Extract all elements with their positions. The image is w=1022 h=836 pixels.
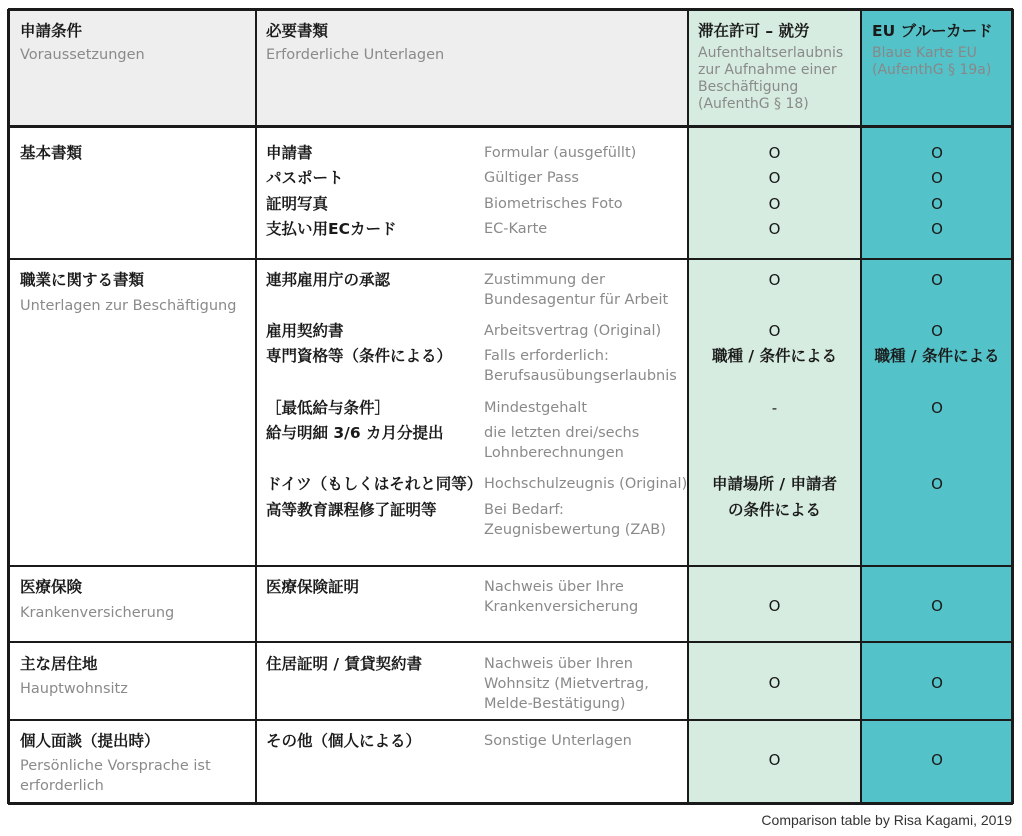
requirement-mark: O — [931, 399, 943, 417]
document-name: ドイツ（もしくはそれと同等） — [266, 475, 483, 493]
document-name-de: Hochschulzeugnis (Original) — [484, 476, 688, 492]
requirement-mark: O — [768, 751, 781, 769]
document-name: 連邦雇用庁の承認 — [266, 271, 391, 289]
document-name: その他（個人による） — [266, 732, 422, 750]
document-name: 支払い用ECカード — [266, 220, 397, 238]
header-residence-permit-de: Beschäftigung — [698, 79, 799, 95]
document-name: パスポート — [266, 169, 344, 187]
requirement-mark: O — [768, 271, 781, 289]
document-name-de: Krankenversicherung — [484, 599, 639, 615]
requirement-mark: O — [931, 169, 943, 187]
requirement-mark: O — [931, 597, 943, 615]
section-label-jp: 基本書類 — [20, 144, 83, 162]
header-residence-permit — [698, 21, 843, 113]
requirement-note: 申請場所 / 申請者 — [712, 475, 837, 493]
document-name-de: die letzten drei/sechs — [484, 425, 640, 441]
document-name: 証明写真 — [266, 195, 329, 213]
header-blue-card-de: (AufenthG § 19a) — [872, 62, 992, 78]
section-label-jp: 主な居住地 — [20, 655, 98, 673]
grid-line — [8, 8, 1013, 11]
requirement-mark: O — [931, 751, 943, 769]
document-name-de: EC-Karte — [484, 221, 548, 237]
section-label-de: Persönliche Vorsprache ist — [20, 758, 211, 774]
document-name: 住居証明 / 賃貸契約書 — [266, 655, 422, 673]
section-label-jp: 個人面談（提出時） — [20, 732, 160, 750]
document-description — [484, 346, 677, 386]
requirement-mark: O — [768, 674, 781, 692]
document-name-de: Nachweis über Ihren — [484, 656, 633, 672]
document-name-de: Nachweis über Ihre — [484, 579, 624, 595]
requirement-mark: O — [768, 195, 781, 213]
section-main-residence — [20, 654, 128, 699]
requirement-mark: O — [931, 195, 943, 213]
document-description — [484, 270, 668, 310]
requirement-mark: O — [931, 674, 943, 692]
section-label-de: Krankenversicherung — [20, 605, 175, 621]
requirement-note: 職種 / 条件による — [712, 347, 837, 365]
header-documents-jp: 必要書類 — [266, 22, 329, 40]
header-blue-card-de: Blaue Karte EU — [872, 45, 977, 61]
section-basic-documents — [20, 143, 82, 164]
header-residence-permit-de: zur Aufnahme einer — [698, 62, 837, 78]
document-name-de: Arbeitsvertrag (Original) — [484, 323, 662, 339]
document-name: 医療保険証明 — [266, 578, 360, 596]
document-name-de: Melde-Bestätigung) — [484, 696, 626, 712]
section-label-jp: 医療保険 — [20, 578, 83, 596]
requirement-mark: O — [931, 144, 943, 162]
header-documents — [266, 21, 444, 65]
document-name: ［最低給与条件］ — [266, 399, 391, 417]
document-description — [484, 577, 638, 617]
table-caption: Comparison table by Risa Kagami, 2019 — [761, 812, 1012, 828]
requirement-mark: O — [931, 220, 943, 238]
section-health-insurance — [20, 577, 174, 623]
section-label-de: Unterlagen zur Beschäftigung — [20, 298, 237, 314]
document-name: 給与明細 3/6 カ月分提出 — [266, 424, 444, 442]
header-requirements-jp: 申請条件 — [20, 22, 83, 40]
grid-line — [8, 258, 1013, 260]
document-description — [484, 423, 639, 463]
document-name-de: Mindestgehalt — [484, 400, 588, 416]
document-name: 高等教育課程修了証明等 — [266, 501, 437, 519]
document-name-de: Wohnsitz (Mietvertrag, — [484, 676, 649, 692]
document-name-de: Gültiger Pass — [484, 170, 579, 186]
header-documents-de: Erforderliche Unterlagen — [266, 47, 445, 63]
document-name: 専門資格等（条件による） — [266, 347, 453, 365]
header-blue-card-jp: EU ブルーカード — [872, 22, 993, 40]
requirement-mark: O — [768, 322, 781, 340]
document-description — [484, 654, 649, 714]
grid-line — [8, 125, 1013, 128]
header-requirements — [20, 21, 145, 65]
document-name: 申請書 — [266, 144, 313, 162]
section-personal-interview — [20, 731, 211, 796]
header-residence-permit-jp: 滞在許可 – 就労 — [698, 22, 810, 40]
document-name-de: Lohnberechnungen — [484, 445, 624, 461]
header-residence-permit-de: (AufenthG § 18) — [698, 96, 809, 112]
requirement-note: の条件による — [727, 501, 821, 519]
grid-line — [7, 9, 10, 804]
document-name-de: Sonstige Unterlagen — [484, 733, 632, 749]
section-label-jp: 職業に関する書類 — [20, 271, 145, 289]
requirement-mark: - — [771, 399, 778, 417]
grid-line — [8, 641, 1013, 643]
document-name-de: Biometrisches Foto — [484, 196, 623, 212]
requirement-mark: O — [931, 475, 943, 493]
grid-line — [8, 565, 1013, 567]
section-label-de: erforderlich — [20, 778, 104, 794]
document-name-de: Falls erforderlich: — [484, 348, 609, 364]
grid-line — [8, 802, 1013, 805]
section-label-de: Hauptwohnsitz — [20, 681, 128, 697]
document-name-de: Zeugnisbewertung (ZAB) — [484, 522, 666, 538]
requirement-mark: O — [768, 169, 781, 187]
document-name-de: Berufsausübungserlaubnis — [484, 368, 677, 384]
document-name-de: Bei Bedarf: — [484, 502, 564, 518]
requirement-mark: O — [768, 597, 781, 615]
header-residence-permit-de: Aufenthaltserlaubnis — [698, 45, 844, 61]
document-description — [484, 500, 666, 540]
grid-line — [255, 9, 257, 804]
document-name-de: Zustimmung der — [484, 272, 605, 288]
requirement-mark: O — [768, 144, 781, 162]
section-employment-documents — [20, 270, 236, 316]
document-name-de: Bundesagentur für Arbeit — [484, 292, 669, 308]
document-name-de: Formular (ausgefüllt) — [484, 145, 637, 161]
requirement-mark: O — [768, 220, 781, 238]
document-name: 雇用契約書 — [266, 322, 344, 340]
header-blue-card — [872, 21, 993, 79]
requirement-mark: O — [931, 322, 943, 340]
header-requirements-de: Voraussetzungen — [20, 47, 145, 63]
grid-line — [8, 719, 1013, 721]
requirement-note: 職種 / 条件による — [874, 347, 1000, 365]
requirement-mark: O — [931, 271, 943, 289]
